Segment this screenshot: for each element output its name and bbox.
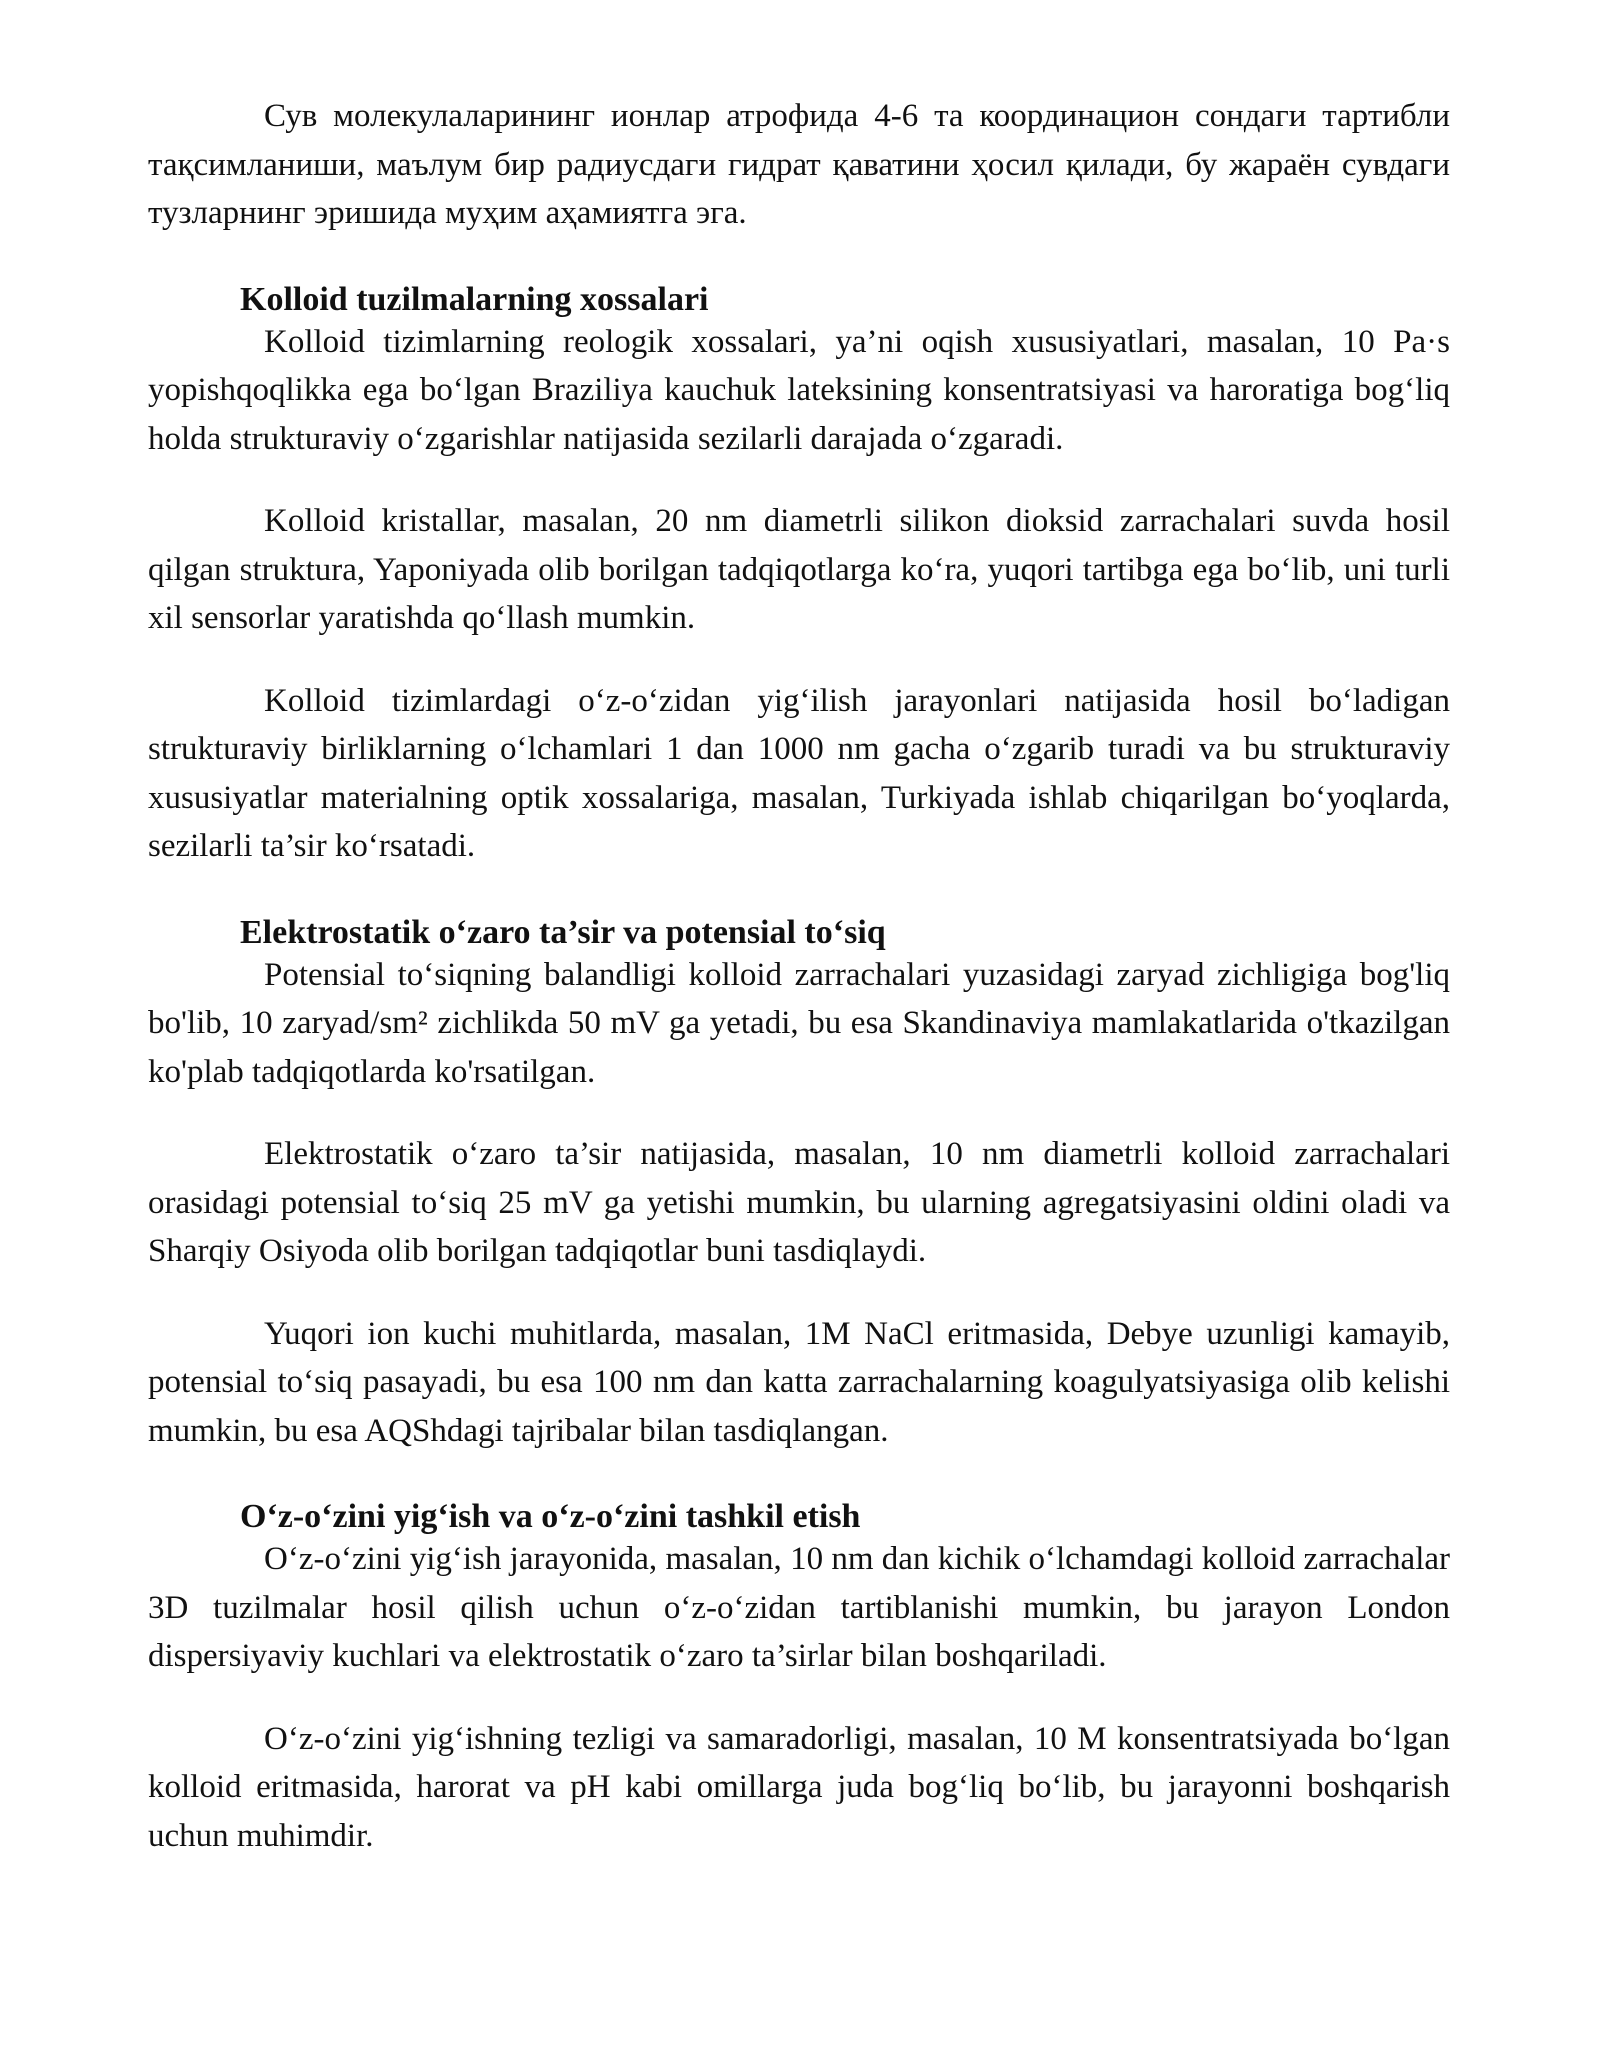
paragraph-barrier-height: Potensial to‘siqning balandligi kolloid zarrachalari yuzasidagi zaryad zichligiga bog'liq bo'lib, 10 zaryad/sm² zichlikda 50 mV ga yetadi, bu esa Skandinaviya mamlakatlarida o'tkazilgan ko'plab tadqiqotlarda ko'rsatilgan. [148, 956, 1450, 1090]
intro-paragraph: Сув молекулаларининг ионлар атрофида 4-6 та координацион сондаги тартибли тақсимланиши, маълум бир радиусдаги гидрат қаватини ҳосил қилади, бу жараён сувдаги тузларнинг эришида муҳим аҳамиятга эга. [148, 98, 1450, 231]
section-heading-colloid-structures: Kolloid tuzilmalarning xossalari [240, 280, 709, 318]
paragraph-rheology: Kolloid tizimlarning reologik xossalari, ya’ni oqish xususiyatlari, masalan, 10 Pa·s yopishqoqlikka ega bo‘lgan Braziliya kauchuk lateksining konsentratsiyasi va haroratiga bog‘liq holda strukturaviy o‘zgarishlar natijasida sezilarli darajada o‘zgaradi. [148, 323, 1450, 457]
section-heading-electrostatic: Elektrostatik o‘zaro ta’sir va potensial to‘siq [240, 913, 886, 951]
paragraph-self-assembly-process: O‘z-o‘zini yig‘ish jarayonida, masalan, 10 nm dan kichik o‘lchamdagi kolloid zarrachalar 3D tuzilmalar hosil qilish uchun o‘z-o‘zidan tartiblanishi mumkin, bu jarayon London dispersiyaviy kuchlari va elektrostatik o‘zaro ta’sirlar bilan boshqariladi. [148, 1541, 1450, 1674]
page-body [148, 92, 1450, 1860]
paragraph-self-assembly-rate: O‘z-o‘zini yig‘ishning tezligi va samaradorligi, masalan, 10 M konsentratsiyada bo‘lgan kolloid eritmasida, harorat va pH kabi omillarga juda bog‘liq bo‘lib, bu jarayonni boshqarish uchun muhimdir. [148, 1720, 1450, 1854]
section-heading-self-assembly: O‘z-o‘zini yig‘ish va o‘z-o‘zini tashkil etish [240, 1498, 861, 1535]
paragraph-electrostatic-interaction: Elektrostatik o‘zaro ta’sir natijasida, masalan, 10 nm diametrli kolloid zarrachalari orasidagi potensial to‘siq 25 mV ga yetishi mumkin, bu ularning agregatsiyasini oldini oladi va Sharqiy Osiyoda olib borilgan tadqiqotlar buni tasdiqlaydi. [148, 1136, 1450, 1269]
paragraph-self-assembly-units: Kolloid tizimlardagi o‘z-o‘zidan yig‘ilish jarayonlari natijasida hosil bo‘ladigan strukturaviy birliklarning o‘lchamlari 1 dan 1000 nm gacha o‘zgarib turadi va bu strukturaviy xususiyatlar materialning optik xossalariga, masalan, Turkiyada ishlab chiqarilgan bo‘yoqlarda, sezilarli ta’sir ko‘rsatadi. [148, 682, 1450, 864]
paragraph-colloid-crystals: Kolloid kristallar, masalan, 20 nm diametrli silikon dioksid zarrachalari suvda hosil qilgan struktura, Yaponiyada olib borilgan tadqiqotlarga ko‘ra, yuqori tartibga ega bo‘lib, uni turli xil sensorlar yaratishda qo‘llash mumkin. [148, 503, 1450, 636]
paragraph-ionic-strength: Yuqori ion kuchi muhitlarda, masalan, 1M NaCl eritmasida, Debye uzunligi kamayib, potensial to‘siq pasayadi, bu esa 100 nm dan katta zarrachalarning koagulyatsiyasiga olib kelishi mumkin, bu esa AQShdagi tajribalar bilan tasdiqlangan. [148, 1315, 1450, 1449]
